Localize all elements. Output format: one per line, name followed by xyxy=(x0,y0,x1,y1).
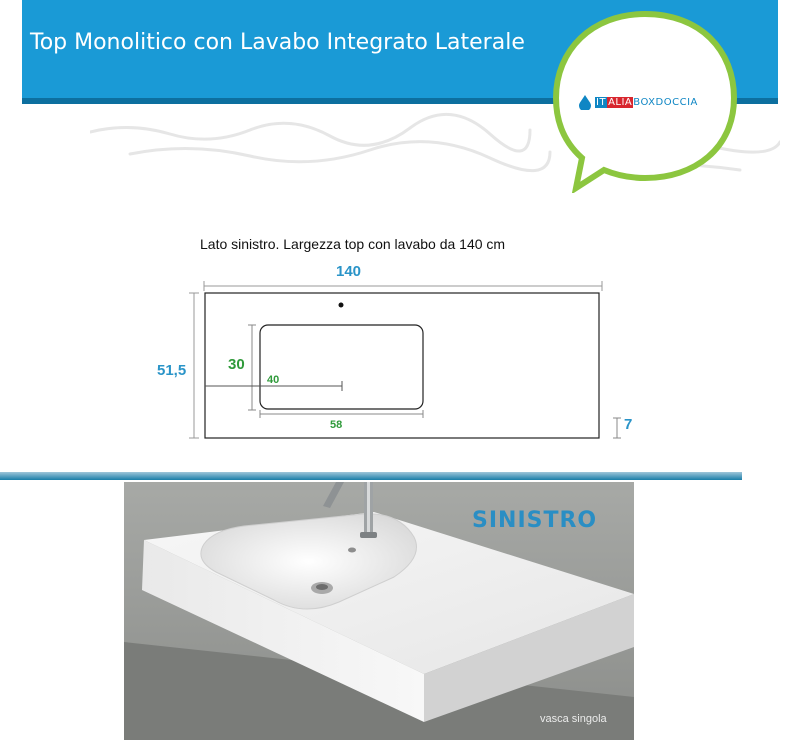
page-title: Top Monolitico con Lavabo Integrato Laterale xyxy=(30,30,525,55)
logo-text: IT ALIABOXDOCCIA xyxy=(596,96,698,108)
section-divider xyxy=(0,472,742,480)
basin-outline xyxy=(260,325,423,409)
basin-depth-label: 30 xyxy=(228,356,245,373)
depth-label: 51,5 xyxy=(157,362,187,379)
orientation-label: SINISTRO xyxy=(472,508,598,533)
countertop-outline xyxy=(205,293,599,438)
thickness-label: 7 xyxy=(624,416,633,433)
basin-width-label: 58 xyxy=(330,419,343,431)
diagram-caption: Lato sinistro. Largezza top con lavabo da 140 cm xyxy=(200,236,506,252)
width-label: 140 xyxy=(336,263,362,280)
width-dimension-line xyxy=(204,281,602,291)
faucet-hole xyxy=(339,303,344,308)
basin-offset-label: 40 xyxy=(267,374,280,386)
depth-dimension-line xyxy=(189,293,199,438)
thickness-dimension xyxy=(613,418,621,438)
photo-watermark: vasca singola xyxy=(540,713,607,725)
basin-width-dimension xyxy=(260,410,423,418)
basin-depth-dimension xyxy=(248,325,256,410)
